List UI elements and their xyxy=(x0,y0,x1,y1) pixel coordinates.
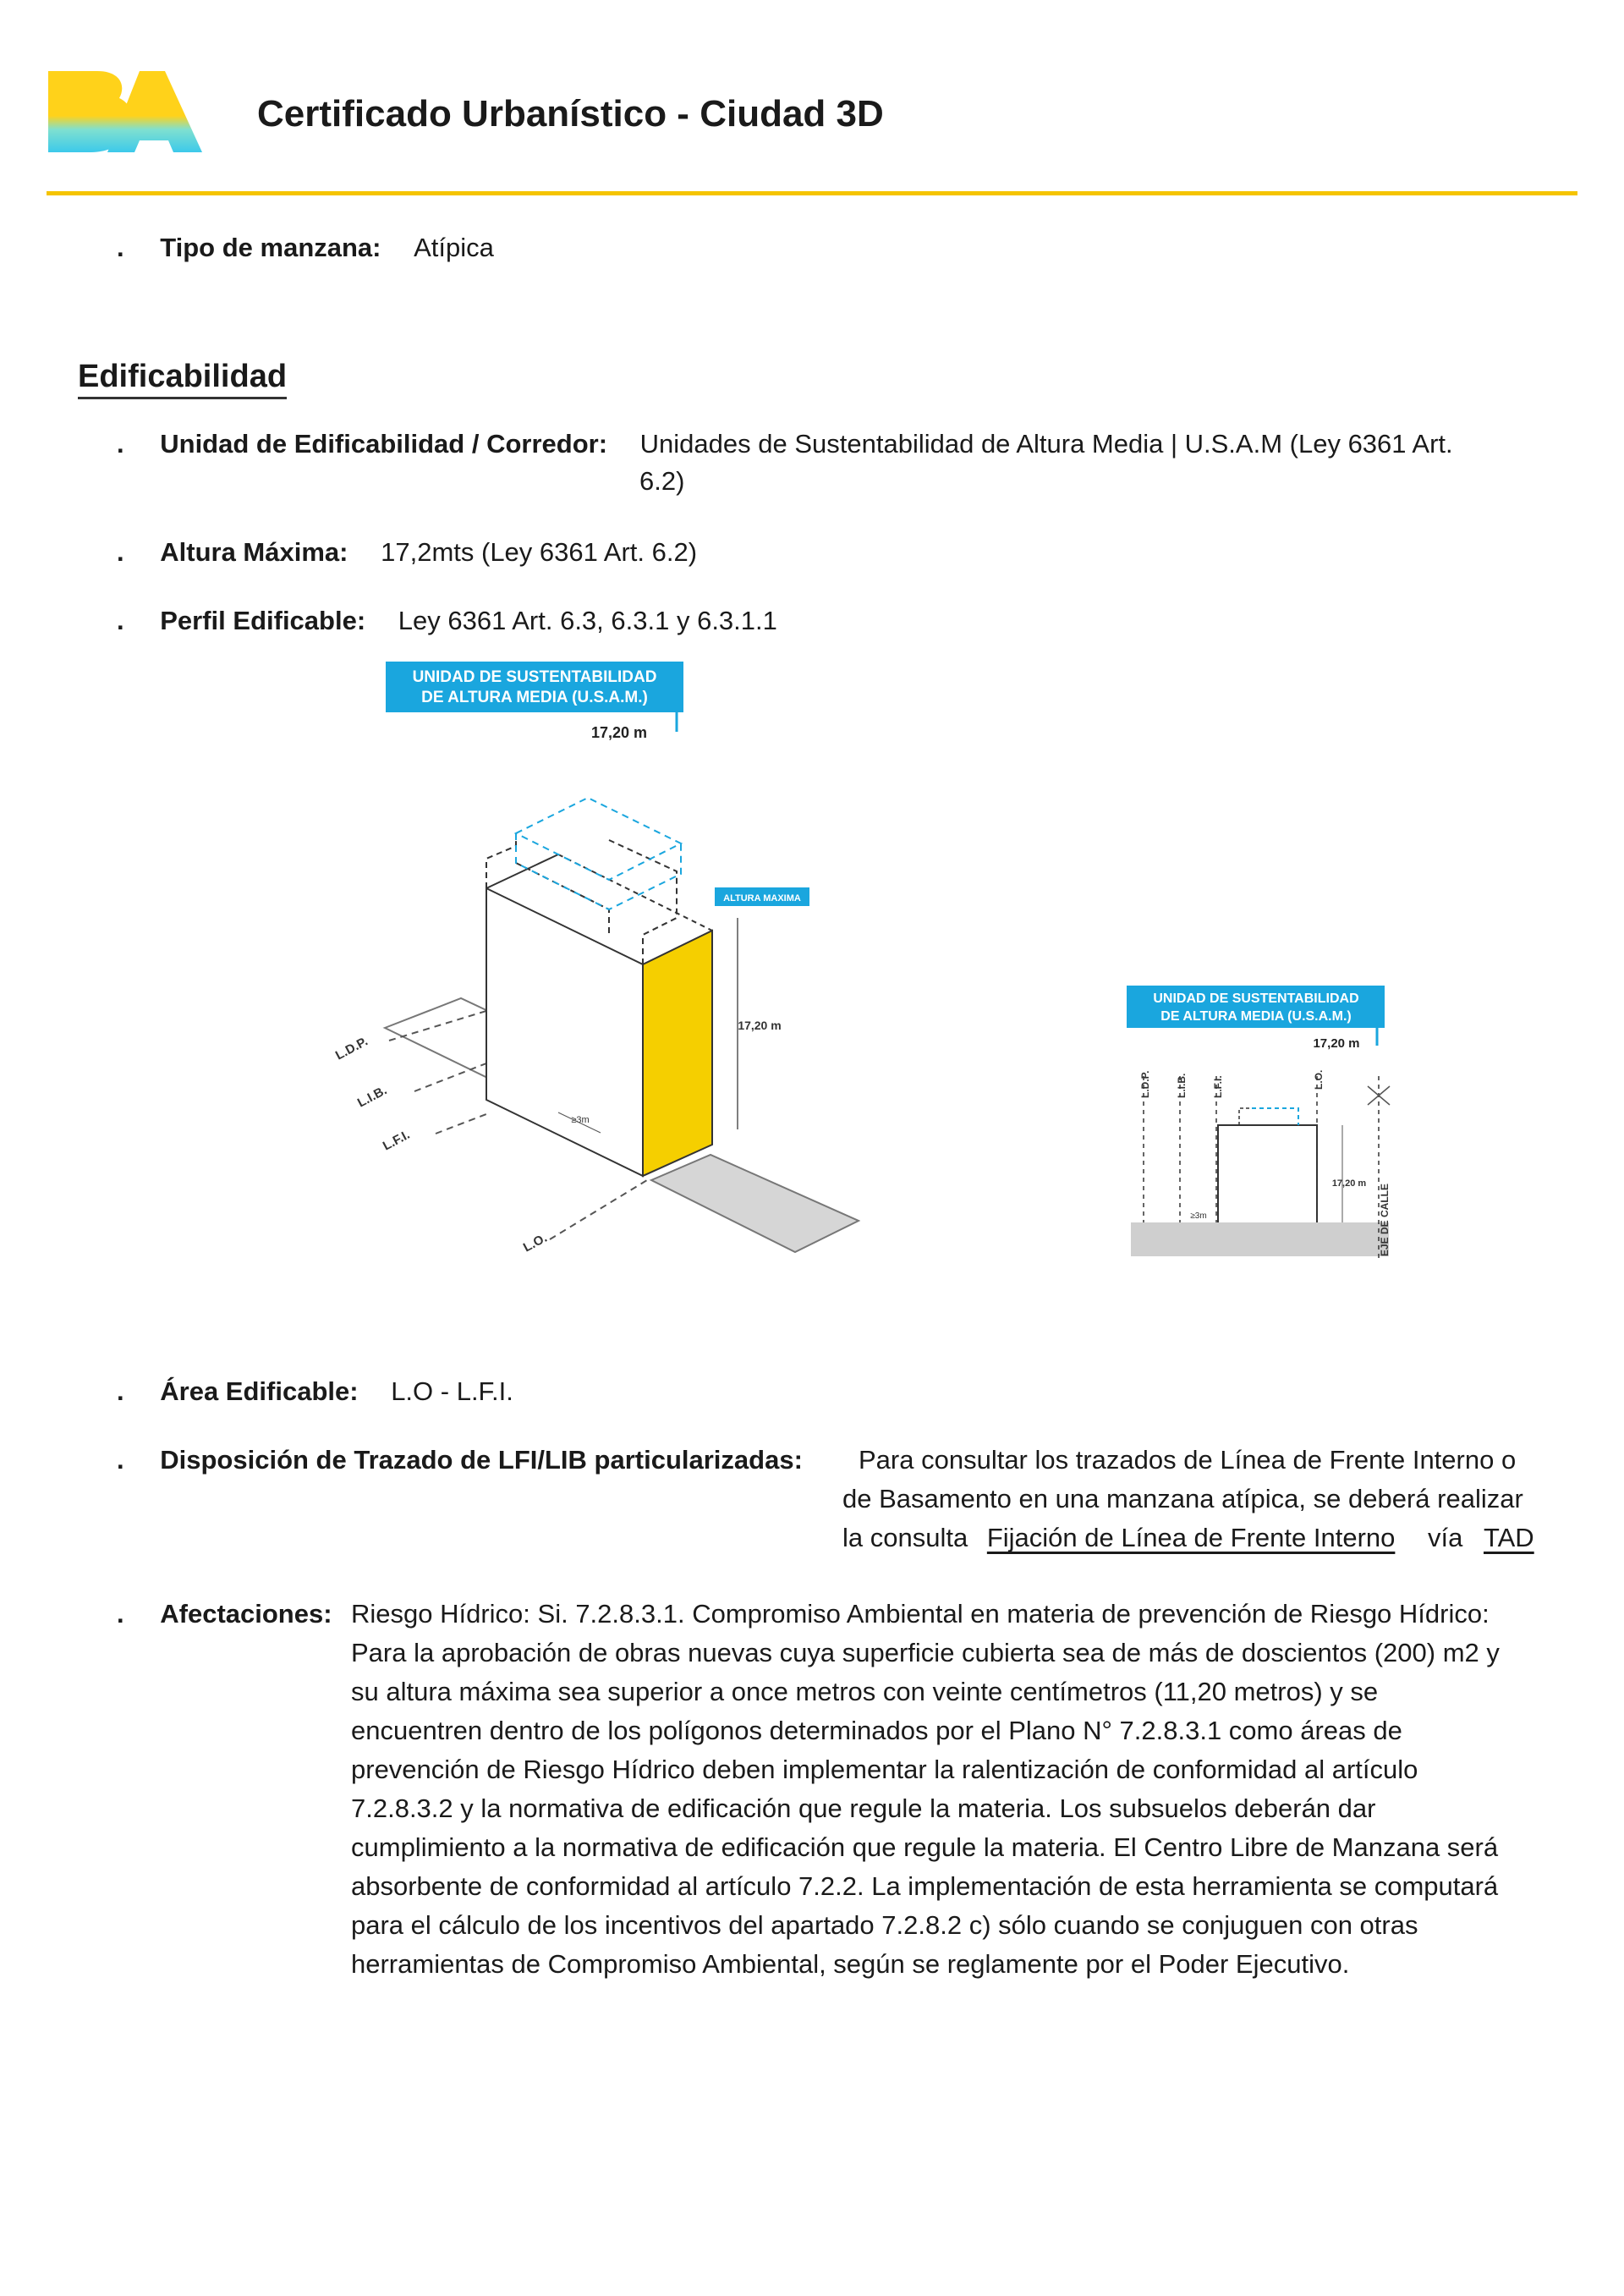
setback-outline xyxy=(486,833,516,888)
ba-logo xyxy=(47,68,203,157)
bullet: . xyxy=(117,606,124,635)
banner-line-1: UNIDAD DE SUSTENTABILIDAD xyxy=(412,668,657,686)
text-line: encuentren dentro de los polígonos determinados por el Plano N° 7.2.8.3.1 como áreas de xyxy=(351,1716,1402,1745)
label-lo: L.O. xyxy=(520,1230,550,1255)
field-label: Área Edificable: xyxy=(160,1376,359,1406)
label-lib: L.I.B. xyxy=(354,1083,390,1111)
field-value: Ley 6361 Art. 6.3, 6.3.1 y 6.3.1.1 xyxy=(398,606,777,635)
label-lo: L.O. xyxy=(1313,1069,1325,1090)
banner-line-2: DE ALTURA MEDIA (U.S.A.M.) xyxy=(1160,1009,1352,1024)
field-disposicion xyxy=(117,1441,803,1480)
text-line: Para la aprobación de obras nuevas cuya superficie cubierta sea de más de doscientos (200) m2 y xyxy=(351,1638,1500,1667)
bullet: . xyxy=(117,1599,124,1629)
text-line: prevención de Riesgo Hídrico deben implementar la ralentización de conformidad al artículo xyxy=(351,1755,1418,1784)
page-title: Certificado Urbanístico - Ciudad 3D xyxy=(257,93,884,135)
building-side xyxy=(486,888,643,1176)
section-heading: Edificabilidad xyxy=(78,359,287,399)
line-lfi xyxy=(436,1112,491,1134)
altura-tag: ALTURA MAXIMA xyxy=(723,893,801,904)
line-lo xyxy=(550,1180,647,1239)
field-label: Perfil Edificable: xyxy=(160,606,366,635)
field-tipo-manzana xyxy=(117,228,494,267)
text-line: 7.2.8.3.2 y la normativa de edificación que regule la materia. Los subsuelos deberán dar xyxy=(351,1793,1376,1823)
field-altura xyxy=(117,533,697,572)
label-lib: L.I.B. xyxy=(1176,1073,1188,1098)
section-diagram xyxy=(1121,981,1408,1269)
field-area xyxy=(117,1372,513,1411)
field-label: Tipo de manzana: xyxy=(160,233,381,262)
banner-height: 17,20 m xyxy=(590,724,648,741)
field-afectaciones xyxy=(117,1595,332,1634)
field-perfil xyxy=(117,601,777,640)
setback-outline-front xyxy=(609,840,677,964)
isometric-diagram xyxy=(304,656,880,1273)
label-ldp: L.D.P. xyxy=(1139,1070,1151,1098)
bullet: . xyxy=(117,1445,124,1475)
text-line: herramientas de Compromiso Ambiental, según se reglamente por el Poder Ejecutivo. xyxy=(351,1949,1350,1979)
field-unidad xyxy=(117,425,1453,464)
roof-edge-back xyxy=(558,854,712,931)
banner-line-2: DE ALTURA MEDIA (U.S.A.M.) xyxy=(421,689,648,706)
bullet: . xyxy=(117,537,124,567)
upper-volume-sides xyxy=(516,833,681,909)
link-fijacion-lfi[interactable]: Fijación de Línea de Frente Interno xyxy=(986,1523,1396,1552)
label-eje: EJE DE CALLE xyxy=(1379,1183,1391,1256)
upper-volume xyxy=(1252,1108,1298,1125)
banner-height: 17,20 m xyxy=(1313,1036,1360,1051)
consulta-prefix: la consulta xyxy=(842,1523,968,1552)
label-ldp: L.D.P. xyxy=(332,1034,370,1063)
height-dimension-label: 17,20 m xyxy=(738,1019,782,1032)
field-value: Unidades de Sustentabilidad de Altura Media | U.S.A.M (Ley 6361 Art. xyxy=(639,429,1453,459)
text-line: cumplimiento a la normativa de edificación que regule la materia. El Centro Libre de Manzana será xyxy=(351,1832,1499,1862)
text-line: su altura máxima sea superior a once metros con veinte centímetros (11,20 metros) y se xyxy=(351,1677,1379,1706)
link-tad[interactable]: TAD xyxy=(1483,1523,1534,1552)
building-front-yellow xyxy=(643,931,712,1176)
ground xyxy=(1131,1222,1389,1256)
upper-volume-top xyxy=(516,798,681,880)
text-line: Riesgo Hídrico: Si. 7.2.8.3.1. Compromiso Ambiental en materia de prevención de Riesgo Hídrico: xyxy=(351,1599,1490,1629)
field-label: Unidad de Edificabilidad / Corredor: xyxy=(160,429,608,459)
height-dimension-label: 17,20 m xyxy=(1331,1178,1367,1189)
bullet: . xyxy=(117,429,124,459)
label-lfi: L.F.I. xyxy=(380,1127,413,1154)
bullet: . xyxy=(117,233,124,262)
building-section xyxy=(1218,1125,1317,1222)
field-value-line-1: Para consultar los trazados de Línea de Frente Interno o xyxy=(859,1445,1517,1475)
field-value: Atípica xyxy=(414,233,494,262)
field-value-line-3 xyxy=(842,1519,1534,1557)
sidewalk xyxy=(651,1155,859,1252)
setback-label: ≥3m xyxy=(1190,1211,1207,1221)
field-label: Disposición de Trazado de LFI/LIB particularizadas: xyxy=(160,1445,803,1475)
afectaciones-text xyxy=(351,1595,1500,1984)
text-line: para el cálculo de los incentivos del apartado 7.2.8.2 c) sólo cuando se conjuguen con otras xyxy=(351,1910,1418,1940)
field-label: Afectaciones: xyxy=(160,1599,332,1629)
setback-label: ≥3m xyxy=(571,1115,590,1125)
field-value: 17,2mts (Ley 6361 Art. 6.2) xyxy=(381,537,698,567)
upper-step xyxy=(1239,1108,1252,1125)
field-value-line-2: de Basamento en una manzana atípica, se deberá realizar xyxy=(842,1484,1523,1513)
bullet: . xyxy=(117,1376,124,1406)
label-lfi: L.F.I. xyxy=(1212,1075,1224,1098)
roof-edge xyxy=(486,854,558,888)
text-line: absorbente de conformidad al artículo 7.2.2. La implementación de esta herramienta se computará xyxy=(351,1871,1499,1901)
field-label: Altura Máxima: xyxy=(160,537,348,567)
field-value: L.O - L.F.I. xyxy=(391,1376,513,1406)
banner-line-1: UNIDAD DE SUSTENTABILIDAD xyxy=(1153,991,1359,1006)
header-divider xyxy=(47,191,1577,195)
field-value-cont: 6.2) xyxy=(639,466,685,496)
via-text: vía xyxy=(1428,1523,1463,1552)
